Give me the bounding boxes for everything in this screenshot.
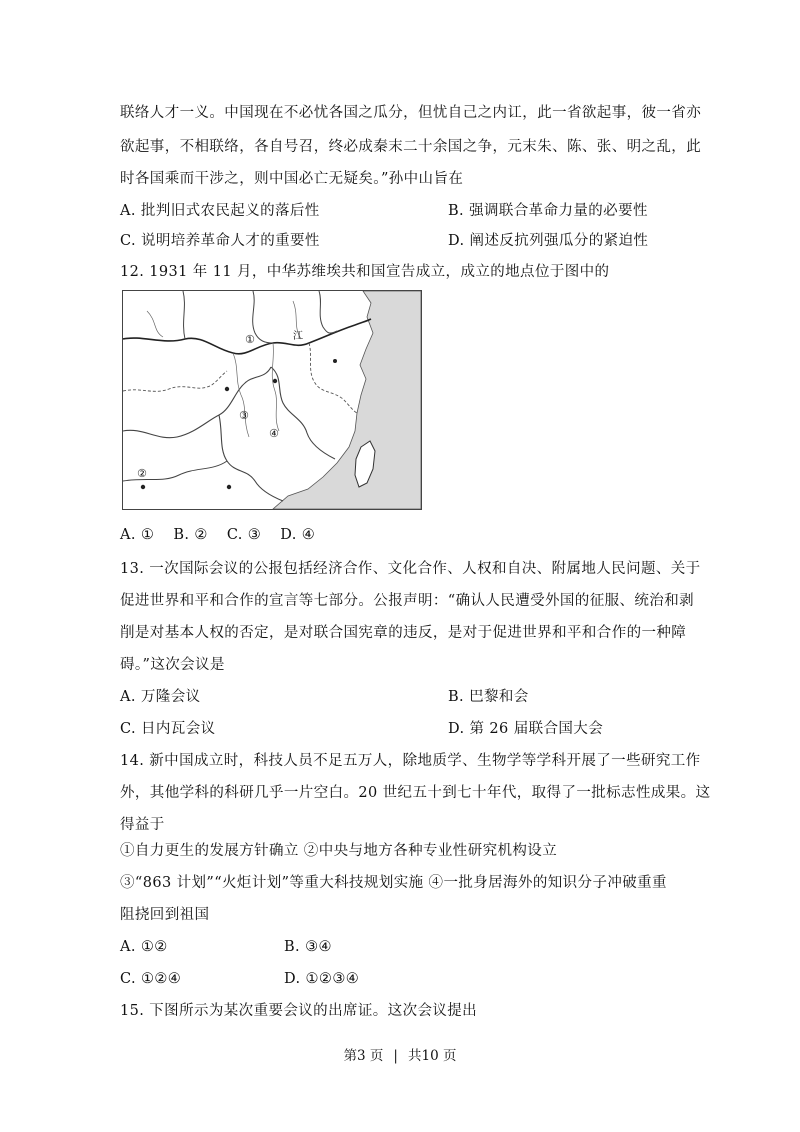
q11-option-d: D. 阐述反抗列强瓜分的紧迫性	[448, 233, 649, 249]
q13-option-c: C. 日内瓦会议	[120, 721, 216, 737]
q13-option-d: D. 第 26 届联合国大会	[448, 721, 604, 737]
q13-option-b: B. 巴黎和会	[448, 689, 529, 705]
q13-line-2: 促进世界和平和合作的宣言等七部分。公报声明：“确认人民遭受外国的征服、统治和剥	[120, 593, 695, 609]
q14-item-line-3: 阻挠回到祖国	[120, 907, 210, 923]
province-border	[183, 291, 185, 339]
q15-stem: 15. 下图所示为某次重要会议的出席证。这次会议提出	[120, 1003, 478, 1019]
province-border	[253, 291, 273, 343]
q13-option-a: A. 万隆会议	[120, 689, 201, 705]
footer-total-pages: 共10 页	[407, 1048, 457, 1064]
q13-line-3: 削是对基本人权的否定，是对联合国宪章的违反，是对于促进世界和平和合作的一种障	[120, 625, 687, 641]
q12-option-c: C. ③	[226, 527, 262, 543]
q14-item-line-2: ③“863 计划”“火炬计划”等重大科技规划实施 ④一批身居海外的知识分子冲破重重	[120, 875, 667, 891]
q14-option-b: B. ③④	[284, 939, 332, 955]
city-dot	[227, 485, 231, 489]
tributary-line	[272, 343, 279, 431]
map-marker-4: ④	[269, 427, 279, 440]
q14-line-1: 14. 新中国成立时，科技人员不足五万人，除地质学、生物学等学科开展了一些研究工作	[120, 753, 701, 769]
q12-options	[120, 525, 329, 545]
map-marker-2: ②	[137, 467, 147, 480]
q11-option-b: B. 强调联合革命力量的必要性	[448, 203, 648, 219]
map-marker-3: ③	[239, 409, 249, 422]
province-border	[123, 367, 271, 438]
q14-option-d: D. ①②③④	[284, 971, 360, 987]
province-border	[309, 343, 357, 413]
city-dot	[141, 485, 145, 489]
sea-area	[273, 291, 421, 509]
q11-line-1: 联络人才一义。中国现在不必忧各国之瓜分，但忧自己之内讧，此一省欲起事，彼一省亦	[120, 105, 702, 121]
q11-line-3: 时各国乘而干涉之，则中国必亡无疑矣。”孙中山旨在	[120, 171, 464, 187]
q11-option-c: C. 说明培养革命人才的重要性	[120, 233, 320, 249]
q14-option-a: A. ①②	[120, 939, 168, 955]
q12-option-d: D. ④	[280, 527, 316, 543]
city-dot	[333, 359, 337, 363]
q14-item-line-1: ①自力更生的发展方针确立 ②中央与地方各种专业性研究机构设立	[120, 843, 558, 859]
province-border	[271, 367, 335, 459]
province-border	[319, 291, 337, 333]
china-map-figure	[122, 290, 422, 510]
q11-option-a: A. 批判旧式农民起义的落后性	[120, 203, 320, 219]
q12-stem: 12. 1931 年 11 月，中华苏维埃共和国宣告成立，成立的地点位于图中的	[120, 264, 610, 280]
footer-page-number: 第3 页	[343, 1048, 384, 1064]
map-marker-1: ①	[245, 333, 255, 346]
tributary-line	[147, 311, 163, 337]
q12-option-b: B. ②	[173, 527, 208, 543]
q13-line-4: 碍。”这次会议是	[120, 657, 225, 673]
map-river-label: 江	[293, 331, 303, 342]
q14-line-2: 外，其他学科的科研几乎一片空白。20 世纪五十到七十年代，取得了一批标志性成果。这	[120, 785, 711, 801]
footer-separator: |	[393, 1048, 398, 1064]
page-footer	[0, 1046, 800, 1066]
q14-option-c: C. ①②④	[120, 971, 182, 987]
q11-line-2: 欲起事，不相联络，各自号召，终必成秦末二十余国之争，元末朱、陈、张、明之乱，此	[120, 139, 702, 155]
q12-option-a: A. ①	[120, 527, 155, 543]
q14-line-3: 得益于	[120, 817, 165, 833]
q13-line-1: 13. 一次国际会议的公报包括经济合作、文化合作、人权和自决、附属地人民问题、关于	[120, 561, 701, 577]
map-drawing	[123, 291, 421, 509]
city-dot	[273, 379, 277, 383]
province-border	[123, 371, 227, 391]
city-dot	[225, 387, 229, 391]
